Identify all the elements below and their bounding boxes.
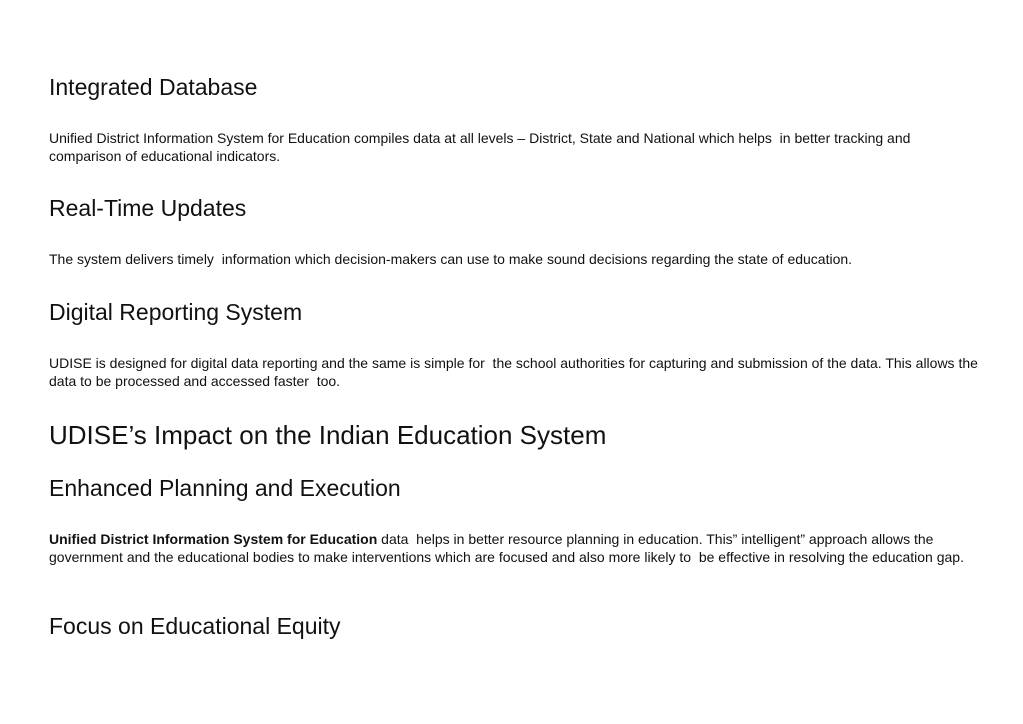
bold-term-udise: Unified District Information System for Education <box>49 531 378 547</box>
heading-digital-reporting-system: Digital Reporting System <box>49 299 303 325</box>
heading-educational-equity: Focus on Educational Equity <box>49 613 341 639</box>
paragraph-enhanced-planning-text: data helps in better resource planning in education. This” intelligent” approach allows the government and the educational bodies to make interventions which are focused and also more likely to be effective in resolving the education gap. <box>49 531 964 565</box>
paragraph-real-time-updates: The system delivers timely information which decision-makers can use to make sound decisions regarding the state of education. <box>49 251 853 267</box>
paragraph-enhanced-planning <box>49 531 979 566</box>
paragraph-integrated-database: Unified District Information System for Education compiles data at all levels – District, State and National which helps in better tracking and comparison of educational indicators. <box>49 130 915 164</box>
heading-integrated-database: Integrated Database <box>49 74 258 100</box>
heading-real-time-updates: Real-Time Updates <box>49 195 247 221</box>
paragraph-digital-reporting-system: UDISE is designed for digital data reporting and the same is simple for the school authorities for capturing and submission of the data. This allows the data to be processed and accessed faster too. <box>49 355 982 389</box>
heading-udise-impact: UDISE’s Impact on the Indian Education System <box>49 420 607 450</box>
heading-enhanced-planning: Enhanced Planning and Execution <box>49 475 401 501</box>
